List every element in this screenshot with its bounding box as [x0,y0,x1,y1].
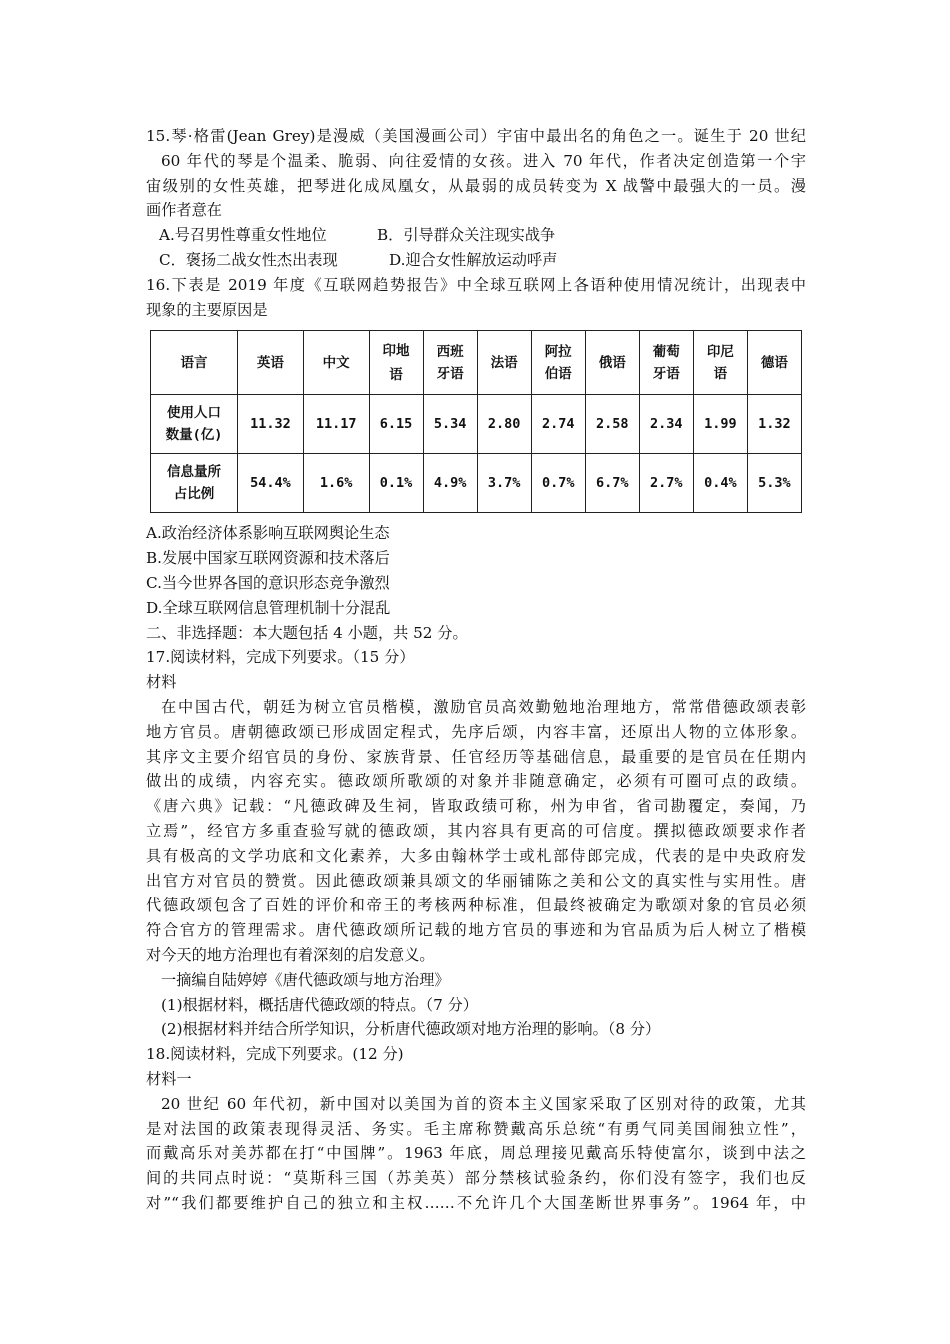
q16-line-1: 16.下表是 2019 年度《互联网趋势报告》中全球互联网上各语种使用情况统计，出现表中 [146,275,806,294]
table-cell: 6.15 [369,395,423,454]
q17-source: 一摘编自陆婷婷《唐代德政颂与地方治理》 [161,970,450,989]
q15-options-row-2 [146,248,806,273]
q15-option-c: C．褒扬二战女性杰出表现 [159,250,338,269]
q18-paragraph-line: 20 世纪 60 年代初，新中国对以美国为首的资本主义国家采取了区别对待的政策，尤其 [161,1094,806,1113]
table-header-cell [369,331,423,395]
q15-option-b: B．引导群众关注现实战争 [377,226,556,245]
q16-option-a: A.政治经济体系影响互联网舆论生态 [146,524,390,543]
q17-paragraph-line: 其序文主要介绍官员的身份、家族背景、任官经历等基础信息，最重要的是官员在任期内 [146,747,806,766]
q17-paragraph-line: 对今天的地方治理也有着深刻的启发意义。 [146,945,435,964]
table-header-cell [639,331,693,395]
table-cell: 11.17 [303,395,369,454]
table-cell: 0.4% [693,454,747,513]
table-cell: 5.3% [747,454,801,513]
q15-option-a: A.号召男性尊重女性地位 [159,226,327,245]
table-cell: 54.4% [238,454,304,513]
table-cell: 2.74 [531,395,585,454]
q17-paragraph-line: 地方官员。唐朝德政颂已形成固定程式，先序后颂，内容丰富，还原出人物的立体形象。 [146,722,806,741]
q18-paragraph-line: 对”“我们都要维护自己的独立和主权……不允许几个大国垄断世界事务”。1964 年，中 [146,1193,806,1212]
q17-paragraph-line: 出官方对官员的赞赏。因此德政颂兼具颂文的华丽铺陈之美和公文的真实性与实用性。唐 [146,871,806,890]
q16-line-2: 现象的主要原因是 [146,300,268,319]
table-row-label-text: 信息量所 占比例 [167,464,221,503]
q18-paragraph-line: 是对法国的政策表现得灵活、务实。毛主席称赞戴高乐总统“有勇气同美国闹独立性”， [146,1119,806,1138]
table-cell: 4.9% [423,454,477,513]
table-cell: 3.7% [477,454,531,513]
table-row-label [151,454,238,513]
table-header-cell: 语言 [151,331,238,395]
q17-paragraph-line: 具有极高的文学功底和文化素养，大多由翰林学士或札部侍郎完成，代表的是中央政府发 [146,846,806,865]
table-cell: 2.80 [477,395,531,454]
q15-line-4: 画作者意在 [146,201,222,220]
question-15 [146,124,806,273]
q17-paragraph-line: 做出的成绩，内容充实。德政颂所歌颂的对象并非随意确定，必须有可圈可点的政绩。 [146,772,806,791]
q18-paragraph-line: 而戴高乐对美苏都在打“中国牌”。1963 年底，周总理接见戴高乐特使富尔，谈到中法之 [146,1144,806,1163]
q15-options-row-1 [146,223,806,248]
exam-page [146,124,806,1216]
table-cell: 2.58 [585,395,639,454]
table-header-row [151,331,802,395]
q15-line-3: 宙级别的女性英雄，把琴进化成凤凰女，从最弱的成员转变为 X 战警中最强大的一员。漫 [146,176,806,195]
table-header-cell: 中文 [303,331,369,395]
section-heading: 二、非选择题：本大题包括 4 小题，共 52 分。 [146,623,468,642]
q16-option-b: B.发展中国家互联网资源和技术落后 [146,549,390,568]
q17-paragraph-line: 符合官方的管理需求。唐代德政颂所记载的地方官员的事迹和为官品质为后人树立了楷模 [146,921,806,940]
language-stats-table [150,330,802,513]
q16-option-d: D.全球互联网信息管理机制十分混乱 [146,598,391,617]
table-cell: 6.7% [585,454,639,513]
table-cell: 1.99 [693,395,747,454]
table-header-cell [423,331,477,395]
table-row [151,454,802,513]
table-header-cell [693,331,747,395]
q17-paragraph-line: 《唐六典》记载：“凡德政碑及生祠，皆取政绩可称，州为申省，省司勘覆定，奏闻，乃 [146,797,806,816]
table-header-text: 阿拉 伯语 [544,343,572,382]
table-cell: 0.1% [369,454,423,513]
q18-material-label: 材料一 [146,1069,192,1088]
q17-title: 17.阅读材料，完成下列要求。（15 分） [146,648,415,667]
question-17 [146,645,806,1042]
table-row [151,395,802,454]
table-header-cell [531,331,585,395]
q17-paragraph-line: 在中国古代，朝廷为树立官员楷模，激励官员高效勤勉地治理地方，常常借德政颂表彰 [161,697,806,716]
table-cell: 5.34 [423,395,477,454]
table-header-cell: 英语 [238,331,304,395]
table-header-text: 印尼 语 [706,343,734,382]
q17-subquestion-1: (1)根据材料，概括唐代德政颂的特点。（7 分） [161,995,478,1014]
q17-subquestion-2: (2)根据材料并结合所学知识，分析唐代德政颂对地方治理的影响。（8 分） [161,1020,661,1039]
table-header-text: 西班 牙语 [436,343,464,382]
table-row-label [151,395,238,454]
table-header-cell: 俄语 [585,331,639,395]
q17-paragraph-line: 立焉”，经官方多重查验写就的德政颂，其内容具有更高的可信度。撰拟德政颂要求作者 [146,821,806,840]
q17-material-label: 材料 [146,673,177,692]
question-16 [146,273,806,621]
q15-option-d: D.迎合女性解放运动呼声 [389,250,558,269]
table-cell: 0.7% [531,454,585,513]
table-cell: 11.32 [238,395,304,454]
table-row-label-text: 使用人口 数量(亿) [165,405,223,444]
table-cell: 2.34 [639,395,693,454]
q18-paragraph-line: 间的共同点时说：“莫斯科三国（苏美英）部分禁核试验条约，你们没有签字，我们也反 [146,1169,806,1188]
table-cell: 1.32 [747,395,801,454]
table-header-cell: 德语 [747,331,801,395]
q15-line-1: 15.琴·格雷(Jean Grey)是漫威（美国漫画公司）宇宙中最出名的角色之一。诞生于 20 世纪 [146,127,806,145]
table-header-text: 印地 语 [382,342,410,383]
table-cell: 2.7% [639,454,693,513]
q15-line-2: 60 年代的琴是个温柔、脆弱、向往爱情的女孩。进入 70 年代，作者决定创造第一个宇 [161,151,806,170]
question-18 [146,1042,806,1216]
q18-title: 18.阅读材料，完成下列要求。(12 分) [146,1045,404,1064]
q17-paragraph-line: 代德政颂包含了百姓的评价和帝王的考核两种标准，但最终被确定为歌颂对象的官员必须 [146,896,806,915]
table-header-cell: 法语 [477,331,531,395]
table-header-text: 葡萄 牙语 [652,343,680,382]
q16-option-c: C.当今世界各国的意识形态竞争激烈 [146,573,390,592]
table-cell: 1.6% [303,454,369,513]
